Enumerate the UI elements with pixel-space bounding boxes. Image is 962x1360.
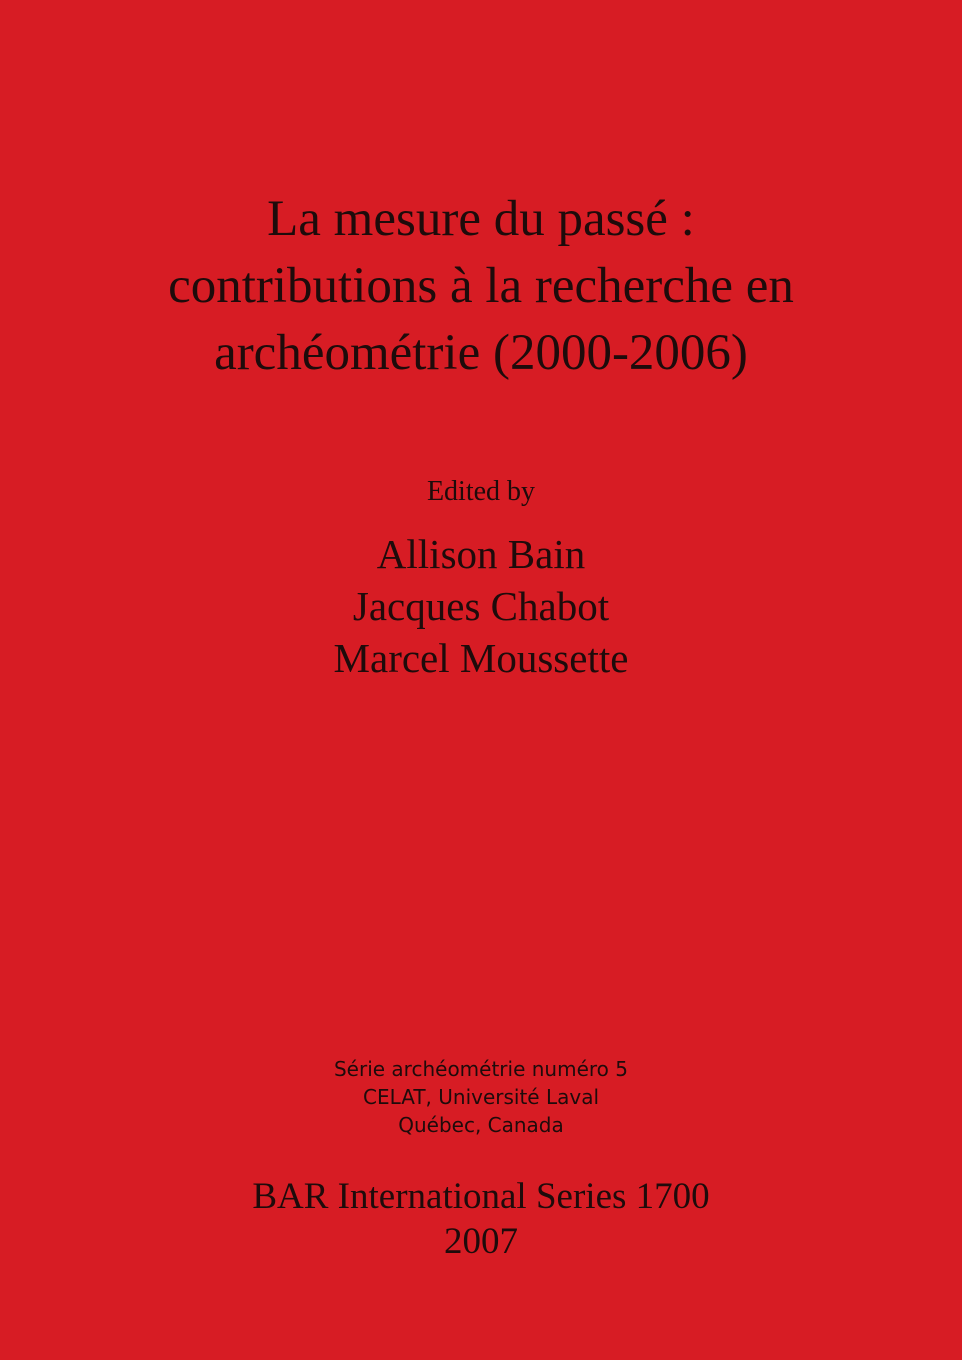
- title-line: archéométrie (2000-2006): [214, 325, 748, 381]
- bar-series-info: [0, 1174, 962, 1264]
- editor-name: Allison Bain: [376, 531, 586, 577]
- editor-name: Marcel Moussette: [333, 635, 629, 681]
- series-line: Série archéométrie numéro 5: [333, 1057, 628, 1081]
- publication-year: 2007: [444, 1221, 518, 1262]
- series-line: Québec, Canada: [398, 1113, 564, 1137]
- editors-list: [0, 528, 962, 684]
- title-line: contributions à la recherche en: [168, 258, 794, 314]
- bar-series-label: BAR International Series 1700: [252, 1176, 710, 1217]
- title-line: La mesure du passé :: [267, 191, 695, 247]
- editor-name: Jacques Chabot: [352, 583, 610, 629]
- book-title: [40, 186, 922, 387]
- series-info: [0, 1055, 962, 1139]
- edited-by-label: Edited by: [426, 476, 536, 507]
- series-line: CELAT, Université Laval: [362, 1085, 600, 1109]
